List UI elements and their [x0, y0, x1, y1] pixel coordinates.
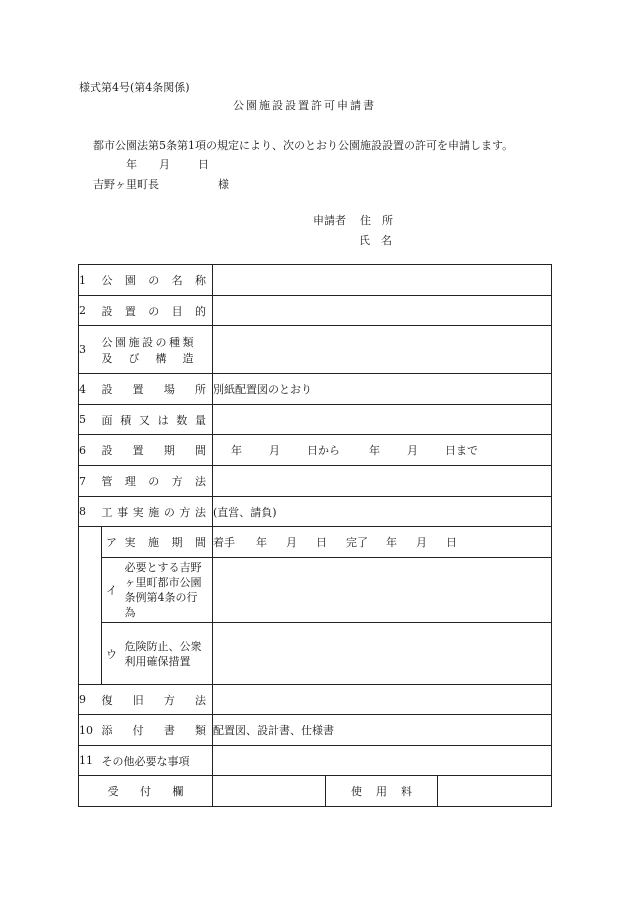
reception-label: [79, 783, 212, 799]
construction-method-label: [102, 504, 213, 520]
period-part: 月: [407, 444, 418, 457]
table-row: [79, 527, 552, 558]
label-char: 期: [163, 444, 175, 457]
label-char: 設: [101, 383, 113, 396]
label-char: 園: [115, 335, 126, 349]
label-char: 実: [132, 505, 144, 519]
location-label: [102, 381, 213, 397]
intro-text: 都市公園法第5条第1項の規定により、次のとおり公園施設設置の許可を申請します。: [93, 139, 514, 152]
label-char: 公: [101, 335, 113, 349]
other-matters-field[interactable]: [213, 746, 552, 776]
label-char: 付: [139, 785, 151, 798]
label-char: 受: [107, 785, 119, 798]
sub-mark: イ: [102, 558, 125, 623]
row-number: 9: [79, 685, 102, 715]
row-label: [102, 435, 213, 466]
period-part: 年: [369, 444, 380, 457]
sub-label: [125, 558, 213, 623]
row-number: 6: [79, 435, 102, 466]
label-char: 称: [195, 274, 206, 287]
row-label: [102, 746, 213, 776]
table-row: [79, 746, 552, 776]
label-char: の: [155, 335, 167, 349]
implementation-period-value: [213, 534, 551, 550]
label-char: 数: [176, 413, 188, 427]
date-year: 年: [126, 158, 137, 171]
date-month: 月: [159, 158, 170, 171]
label-char: 使: [351, 785, 362, 798]
management-label: [102, 473, 213, 489]
label-char: 種: [169, 335, 180, 349]
period-part: 日まで: [445, 444, 478, 457]
label-char: 類: [182, 335, 194, 349]
period-part: 年: [231, 444, 242, 457]
row-indent: [79, 623, 102, 685]
sub-mark: ア: [102, 527, 125, 558]
label-char: 設: [101, 304, 113, 318]
label-char: 理: [124, 475, 136, 488]
label-char: 又: [138, 413, 150, 427]
facility-type-label-line2: [102, 350, 200, 366]
row-indent: [79, 527, 102, 558]
row-label: [102, 466, 213, 497]
row-label: [102, 497, 213, 527]
applicant-label: 申請者: [313, 214, 346, 227]
label-char: 添: [101, 724, 113, 737]
table-row: [79, 435, 552, 466]
table-row: [79, 405, 552, 435]
facility-type-label-line1: [102, 334, 200, 350]
fee-field[interactable]: [438, 776, 552, 807]
label-char: 置: [132, 444, 144, 457]
period-part: 月: [416, 536, 427, 549]
reception-cell: [79, 776, 213, 807]
area-label: [102, 412, 213, 428]
period-part: 日から: [307, 444, 340, 457]
row-number: 3: [79, 326, 102, 374]
label-char: 間: [195, 536, 206, 549]
table-row: [79, 466, 552, 497]
label-char: 用: [376, 785, 387, 798]
label-char: 名: [171, 274, 183, 287]
label-char: 的: [195, 304, 206, 318]
label-char: 間: [194, 444, 206, 457]
implementation-period-label: [125, 534, 213, 550]
row-label: [102, 685, 213, 715]
label-char: の: [163, 505, 175, 519]
restoration-field[interactable]: [213, 685, 552, 715]
label-char: 欄: [172, 785, 184, 798]
label-char: 園: [124, 274, 136, 287]
purpose-label: [102, 303, 213, 319]
label-char: 所: [194, 383, 206, 396]
label-char: 法: [195, 475, 206, 488]
label-char: は: [157, 413, 169, 427]
construction-method-field[interactable]: (直営、請負): [213, 497, 552, 527]
area-field[interactable]: [213, 405, 552, 435]
label-char: 工: [101, 505, 113, 519]
label-char: 方: [179, 505, 191, 519]
addressee: 吉野ヶ里町長: [93, 178, 159, 191]
applicant-address-label: 住 所: [360, 214, 393, 227]
table-row: [79, 685, 552, 715]
label-char: の: [148, 304, 160, 318]
label-char: 方: [163, 693, 175, 707]
attachments-field[interactable]: 配置図、設計書、仕様書: [213, 715, 552, 746]
label-char: 積: [120, 413, 132, 427]
label-char: 方: [171, 475, 183, 488]
safety-measures-label: 危険防止、公衆利用確保措置: [124, 639, 202, 668]
label-char: 事: [117, 505, 129, 519]
label-char: の: [148, 475, 160, 488]
row-label: [102, 265, 213, 296]
period-part: 月: [269, 444, 280, 457]
label-char: 設: [101, 444, 113, 457]
restoration-label: [102, 692, 213, 708]
period-value: [213, 442, 551, 458]
row-number: 4: [79, 374, 102, 405]
row-number: 5: [79, 405, 102, 435]
label-char: 実: [124, 536, 136, 549]
implementation-period-field[interactable]: [213, 527, 552, 558]
table-row: [79, 296, 552, 326]
period-part: 着手: [213, 536, 235, 549]
label-char: 施: [148, 536, 159, 549]
facility-type-field[interactable]: [213, 326, 552, 374]
form-number: 様式第4号(第4条関係): [79, 81, 190, 94]
period-part: 年: [256, 536, 267, 549]
label-char: 面: [101, 413, 113, 427]
label-char: 置: [132, 383, 144, 396]
fee-cell: [326, 776, 438, 807]
application-form-table: [78, 264, 552, 807]
label-char: 料: [401, 785, 412, 798]
label-char: 公: [101, 274, 113, 287]
period-part: 日: [446, 536, 457, 549]
period-part: 年: [386, 536, 397, 549]
location-field[interactable]: 別紙配置図のとおり: [213, 374, 552, 405]
row-label: [102, 296, 213, 326]
label-char: 目: [171, 304, 183, 318]
row-number: 10: [79, 715, 102, 746]
table-row: [79, 558, 552, 623]
ordinance-act-label: 必要とする吉野ヶ里町都市公園条例第4条の行為: [124, 561, 202, 619]
row-number: 1: [79, 265, 102, 296]
table-row: [79, 776, 552, 807]
row-label: [102, 715, 213, 746]
sub-label: [125, 527, 213, 558]
label-char: 及: [101, 351, 113, 365]
label-char: 書: [163, 724, 175, 737]
label-char: 法: [194, 505, 206, 519]
fee-label: [326, 783, 437, 799]
label-char: 管: [101, 475, 113, 488]
row-number: 8: [79, 497, 102, 527]
label-char: 設: [142, 335, 153, 349]
period-part: 日: [316, 536, 327, 549]
period-label: [102, 442, 213, 458]
row-label: [102, 374, 213, 405]
label-char: 期: [171, 536, 183, 549]
park-name-label: [102, 272, 213, 288]
row-label: [102, 405, 213, 435]
ordinance-act-field[interactable]: [213, 558, 552, 623]
applicant-name-label: 氏 名: [359, 234, 392, 247]
honorific: 様: [218, 178, 229, 191]
label-char: 置: [124, 304, 136, 318]
label-char: 法: [194, 693, 206, 707]
label-char: 付: [132, 724, 144, 737]
management-field[interactable]: [213, 466, 552, 497]
label-char: 量: [194, 413, 206, 427]
period-part: 月: [286, 536, 297, 549]
label-char: 場: [163, 383, 175, 396]
table-row: [79, 326, 552, 374]
safety-measures-field[interactable]: [213, 623, 552, 685]
date-day: 日: [198, 158, 209, 171]
row-number: 7: [79, 466, 102, 497]
sub-mark: ウ: [102, 623, 125, 685]
attachments-label: [102, 722, 213, 738]
label-char: 旧: [132, 693, 144, 707]
other-matters-label: その他必要な事項: [101, 754, 190, 768]
row-number: 2: [79, 296, 102, 326]
table-row: [79, 497, 552, 527]
sub-label: [125, 623, 213, 685]
row-indent: [79, 558, 102, 623]
label-char: び: [128, 351, 140, 365]
table-row: [79, 374, 552, 405]
label-char: 造: [182, 351, 194, 365]
table-row: [79, 623, 552, 685]
row-number: 11: [79, 746, 102, 776]
purpose-field[interactable]: [213, 296, 552, 326]
reception-field[interactable]: [213, 776, 326, 807]
row-label: [102, 326, 213, 374]
label-char: 復: [101, 693, 113, 707]
label-char: 構: [155, 351, 167, 365]
park-name-field[interactable]: [213, 265, 552, 296]
period-field[interactable]: [213, 435, 552, 466]
label-char: 施: [128, 335, 140, 349]
document-title: 公園施設設置許可申請書: [233, 99, 376, 112]
table-row: [79, 715, 552, 746]
table-row: [79, 265, 552, 296]
label-char: 類: [194, 724, 206, 737]
label-char: の: [148, 274, 160, 287]
period-part: 完了: [346, 536, 368, 549]
label-char: 施: [148, 505, 160, 519]
